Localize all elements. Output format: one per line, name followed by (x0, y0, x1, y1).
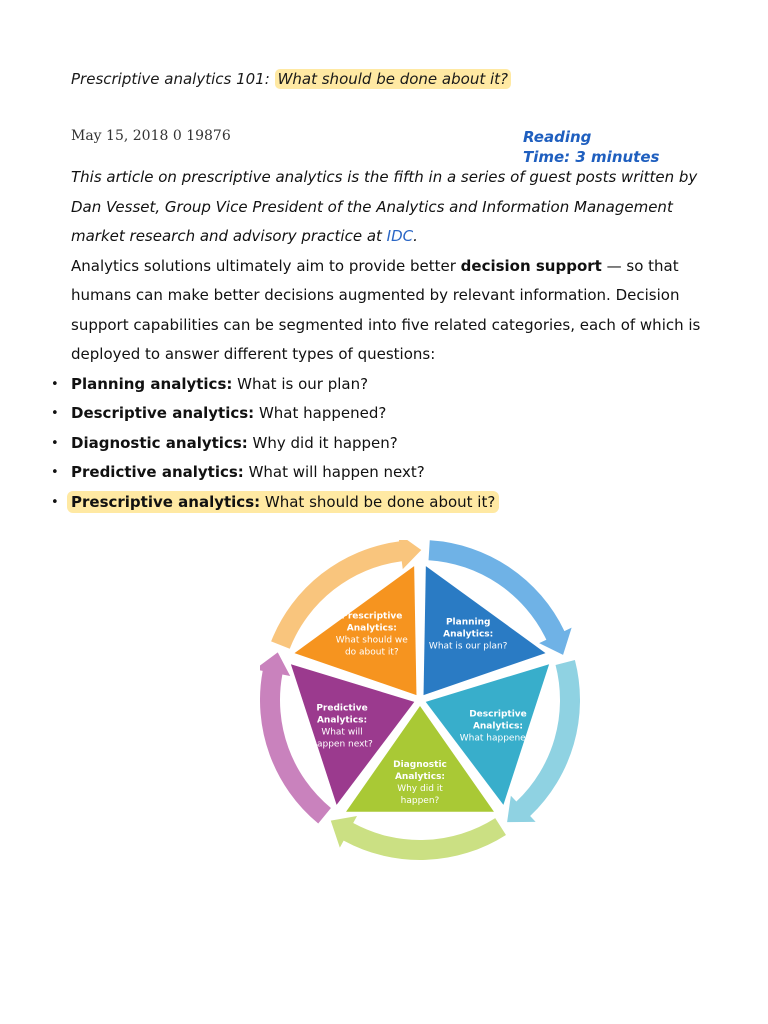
article-title-prefix: Prescriptive analytics 101: (71, 70, 275, 88)
reading-time-line2: Time: 3 minutes (523, 148, 660, 166)
segment-title: Predictive (316, 703, 368, 714)
analytics-list (51, 370, 701, 518)
bullet-icon: • (51, 435, 59, 451)
list-item (51, 458, 701, 488)
bullet-icon: • (51, 465, 59, 480)
intro-text: This article on prescriptive analytics is the fifth in a series of guest posts written by Dan Vesset, Group Vice President of the Analytics and Information Management market research and advisory practice at (71, 168, 698, 245)
idc-link[interactable]: IDC (386, 227, 414, 245)
segment-title: Analytics: (472, 721, 524, 732)
list-item-highlight (67, 491, 499, 513)
list-item-text: What happened? (254, 404, 387, 422)
segment-title: Analytics: (394, 772, 446, 782)
bullet-icon: • (51, 494, 59, 510)
cycle-arrow (331, 816, 506, 860)
list-item-label: Predictive analytics: (71, 463, 244, 481)
segment-question: happen? (400, 796, 440, 806)
bullet-icon: • (51, 376, 59, 392)
segment-title: Analytics: (346, 623, 397, 634)
analytics-cycle-svg (260, 540, 580, 870)
intro-end: . (413, 227, 418, 245)
segment-title: Diagnostic (393, 760, 447, 770)
article-body (51, 163, 701, 517)
article-title (71, 70, 511, 88)
bullet-icon: • (51, 406, 59, 421)
analytics-cycle-diagram (260, 540, 580, 870)
segment-question: Why did it (397, 784, 443, 794)
reading-time-line1: Reading (523, 128, 592, 146)
list-item-label: Descriptive analytics: (71, 404, 255, 422)
reading-time (523, 127, 659, 167)
list-item (51, 488, 701, 518)
segment-question: happen next? (311, 739, 373, 750)
list-item-label: Prescriptive analytics: (71, 492, 261, 511)
list-item-label: Planning analytics: (71, 374, 233, 393)
segment-title: Analytics: (316, 715, 368, 726)
list-item (51, 429, 701, 459)
list-item (51, 399, 701, 429)
intro-paragraph (71, 163, 701, 252)
para-after: — so that humans can make better decisions augmented by relevant information. Decision support capabilities can be segmented into five related categories, each of which is deployed to answer different types of questions: (71, 256, 701, 363)
segment-title: Analytics: (443, 629, 494, 640)
segment-title: Planning (445, 617, 491, 628)
article-meta: May 15, 2018 0 19876 (71, 128, 231, 144)
para-before: Analytics solutions ultimately aim to provide better (71, 256, 461, 275)
list-item (51, 370, 701, 400)
list-item-text: What is our plan? (232, 374, 369, 393)
segment-title: Descriptive (469, 709, 527, 720)
segment-question: do about it? (344, 647, 399, 658)
article-title-highlight: What should be done about it? (275, 69, 511, 89)
list-item-text: Why did it happen? (247, 433, 398, 452)
list-item-text: What will happen next? (243, 463, 425, 481)
segment-title: Prescriptive (341, 611, 403, 622)
segment-question: What happened? (459, 733, 537, 744)
list-item-label: Diagnostic analytics: (71, 433, 248, 452)
list-item-text: What should be done about it? (260, 492, 496, 511)
segment-question: What should we (335, 635, 408, 646)
para-bold: decision support (460, 256, 602, 275)
segment-question: What is our plan? (428, 641, 508, 652)
segment-question: What will (321, 727, 363, 738)
main-paragraph (71, 252, 701, 370)
